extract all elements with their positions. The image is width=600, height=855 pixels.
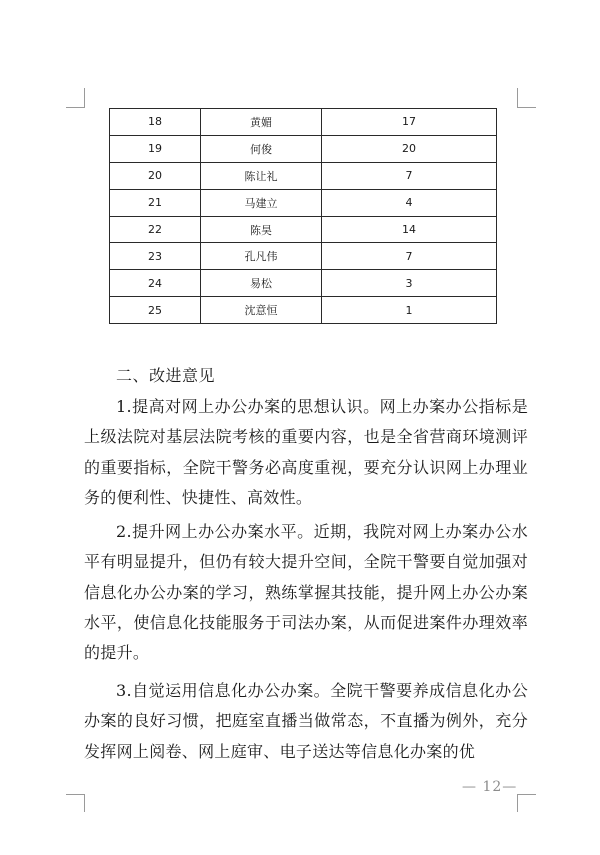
table-cell-count: 20 [322,135,497,162]
section-heading: 二、改进意见 [116,366,216,385]
crop-mark-top-right [517,107,536,108]
table-cell-count: 4 [322,189,497,216]
table-cell-name: 何俊 [201,135,322,162]
table-row [110,135,497,162]
crop-mark-top-left [84,88,85,108]
table-row [110,216,497,243]
table-cell-number: 22 [110,216,201,243]
table-cell-number: 18 [110,109,201,136]
table-cell-name: 陈昊 [201,216,322,243]
paragraph-1: 1.提高对网上办公办案的思想认识。网上办案办公指标是上级法院对基层法院考核的重要内容，也是全省营商环境测评的重要指标，全院干警务必高度重视，要充分认识网上办理业务的便利性、快捷性、高效性。 [84,397,528,507]
table-row [110,189,497,216]
statistics-table [109,108,497,324]
table-cell-count: 17 [322,109,497,136]
table-cell-name: 孔凡伟 [201,243,322,270]
crop-mark-bottom-left [66,794,85,795]
table-row [110,243,497,270]
crop-mark-bottom-left [84,794,85,812]
table-cell-count: 7 [322,243,497,270]
table-cell-name: 黄媚 [201,109,322,136]
table-cell-number: 25 [110,297,201,324]
table-cell-count: 1 [322,297,497,324]
crop-mark-bottom-right [517,794,536,795]
table-cell-number: 24 [110,270,201,297]
table-row [110,109,497,136]
table-cell-number: 23 [110,243,201,270]
table-row [110,270,497,297]
table-cell-count: 14 [322,216,497,243]
table-cell-count: 7 [322,162,497,189]
crop-mark-top-left [66,107,85,108]
table-cell-name: 沈意恒 [201,297,322,324]
paragraph-3: 3.自觉运用信息化办公办案。全院干警要养成信息化办公办案的良好习惯，把庭室直播当做常态，不直播为例外，充分发挥网上阅卷、网上庭审、电子送达等信息化办案的优 [84,681,528,761]
table-row [110,297,497,324]
paragraph-2: 2.提升网上办公办案水平。近期，我院对网上办案办公水平有明显提升，但仍有较大提升空间，全院干警要自觉加强对信息化办公办案的学习，熟练掌握其技能，提升网上办公办案水平，使信息化技能服务于司法办案，从而促进案件办理效率的提升。 [84,522,528,663]
crop-mark-top-right [517,88,518,108]
crop-mark-bottom-right [517,794,518,812]
table-cell-count: 3 [322,270,497,297]
table-cell-number: 19 [110,135,201,162]
table-cell-number: 20 [110,162,201,189]
table-row [110,162,497,189]
table-cell-name: 易松 [201,270,322,297]
table-cell-name: 陈让礼 [201,162,322,189]
table-cell-number: 21 [110,189,201,216]
page-number: — 12— [462,779,518,795]
table-cell-name: 马建立 [201,189,322,216]
